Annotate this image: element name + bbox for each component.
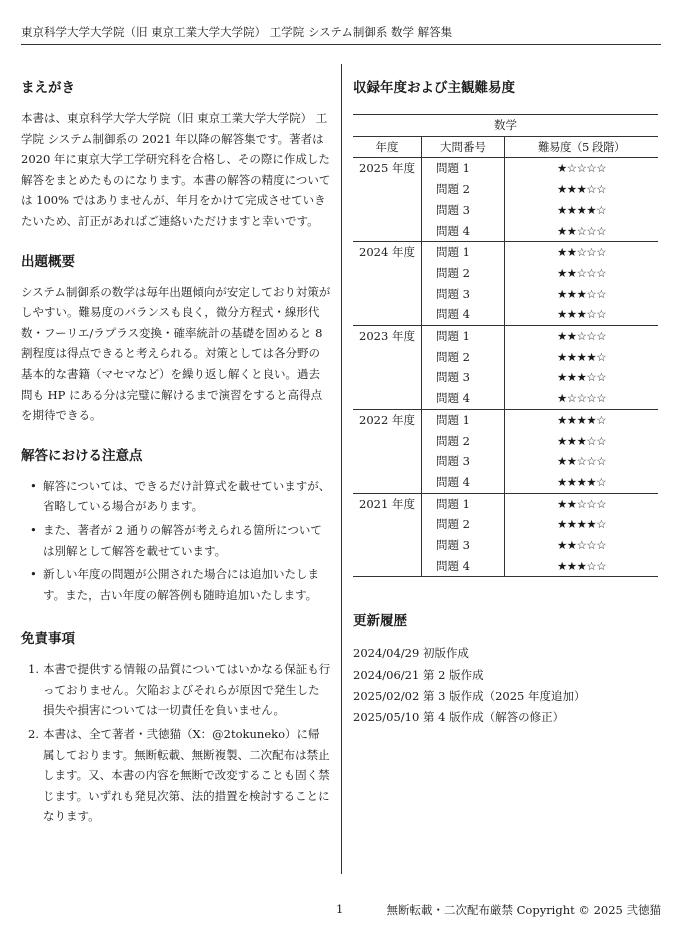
difficulty-stars: ★★☆☆☆ bbox=[556, 454, 607, 469]
note-text: また、著者が 2 通りの解答が考えられる箇所については別解として解答を載せています。 bbox=[43, 522, 322, 558]
difficulty-stars: ★☆☆☆☆ bbox=[505, 388, 659, 409]
question-cell: 問題 3 bbox=[422, 200, 505, 221]
preface-body: 本書は、東京科学大学大学院（旧 東京工業大学大学院） 工学院 システム制御系の 2021 年以降の解答集です。著者は 2020 年に東京大学工学研究科を合格し、その際に作成した解答をまとめたものになります。本書の解答の精度については 100% ではありませんが、年月をかけて完成させていきたいため、訂正があればご連絡いただけますと幸いです。 bbox=[21, 111, 331, 228]
question-cell: 問題 4 bbox=[422, 556, 505, 577]
page-number: 1 bbox=[336, 902, 344, 916]
question-cell: 問題 1 bbox=[422, 242, 505, 263]
table-row bbox=[353, 242, 658, 263]
question-cell: 問題 2 bbox=[422, 263, 505, 284]
question-cell: 問題 4 bbox=[422, 388, 505, 409]
year-cell: 2023 年度 bbox=[353, 326, 422, 410]
difficulty-stars: ★★★☆☆ bbox=[556, 286, 607, 301]
difficulty-stars: ★★☆☆☆ bbox=[556, 538, 607, 553]
question-cell: 問題 1 bbox=[422, 326, 505, 347]
question-cell: 問題 4 bbox=[422, 221, 505, 242]
table-subject-row bbox=[353, 115, 658, 137]
notes-list bbox=[21, 476, 331, 606]
difficulty-stars: ★★★☆☆ bbox=[505, 556, 659, 577]
question-cell: 問題 3 bbox=[422, 451, 505, 472]
difficulty-column-header: 難易度（5 段階） bbox=[505, 136, 659, 158]
question-cell: 問題 3 bbox=[422, 535, 505, 556]
question-cell: 問題 2 bbox=[422, 347, 505, 368]
list-number: 1. bbox=[28, 662, 39, 677]
bullet-marker: • bbox=[30, 478, 37, 493]
difficulty-stars: ★☆☆☆☆ bbox=[556, 161, 607, 176]
history-item: 2025/05/10 第 4 版作成（解答の修正） bbox=[353, 710, 565, 725]
disclaimer-section bbox=[21, 627, 331, 827]
question-cell: 問題 1 bbox=[422, 409, 505, 430]
year-column-header: 年度 bbox=[353, 136, 422, 158]
difficulty-stars: ★★☆☆☆ bbox=[556, 329, 607, 344]
question-cell: 問題 3 bbox=[422, 367, 505, 388]
subject-header: 数学 bbox=[353, 115, 658, 137]
year-cell: 2022 年度 bbox=[353, 409, 422, 493]
list-item bbox=[21, 659, 331, 721]
left-column bbox=[21, 76, 331, 845]
overview-title: 出題概要 bbox=[21, 253, 75, 270]
difficulty-stars: ★★☆☆☆ bbox=[556, 265, 607, 280]
question-cell: 問題 2 bbox=[422, 514, 505, 535]
year-cell: 2025 年度 bbox=[353, 158, 422, 242]
list-number: 2. bbox=[28, 727, 39, 742]
question-cell: 問題 4 bbox=[422, 304, 505, 325]
year-cell: 2021 年度 bbox=[353, 493, 422, 577]
difficulty-stars: ★★☆☆☆ bbox=[556, 496, 607, 511]
page-header: 東京科学大学大学院（旧 東京工業大学大学院） 工学院 システム制御系 数学 解答集 bbox=[21, 25, 453, 39]
question-cell: 問題 2 bbox=[422, 431, 505, 452]
overview-body: システム制御系の数学は毎年出題傾向が安定しており対策がしやすい。難易度のバランスも良く，微分方程式・線形代数・フーリエ/ラプラス変換・確率統計の基礎を固めると 8 割程度は得点できると考えられる。対策としては各分野の基本的な書籍（マセマなど）を繰り返し解くと良い。過去問も HP にある分は完璧に解けるまで演習をすると高得点を期待できる。 bbox=[21, 284, 331, 423]
disclaimer-list bbox=[21, 659, 331, 827]
difficulty-stars: ★★☆☆☆ bbox=[556, 245, 607, 260]
history-section bbox=[353, 609, 658, 728]
list-item bbox=[21, 564, 331, 605]
notes-title: 解答における注意点 bbox=[21, 447, 143, 464]
question-cell: 問題 1 bbox=[422, 158, 505, 179]
list-item bbox=[21, 520, 331, 561]
difficulty-stars: ★★☆☆☆ bbox=[505, 221, 659, 242]
difficulty-table bbox=[353, 114, 658, 577]
table-row bbox=[353, 493, 658, 514]
difficulty-stars: ★★★★☆ bbox=[556, 202, 607, 217]
history-item: 2024/04/29 初版作成 bbox=[353, 646, 469, 661]
difficulty-stars: ★★★★☆ bbox=[505, 472, 659, 493]
question-cell: 問題 4 bbox=[422, 472, 505, 493]
table-row bbox=[353, 409, 658, 430]
history-title: 更新履歴 bbox=[353, 613, 407, 630]
question-cell: 問題 1 bbox=[422, 493, 505, 514]
preface-title: まえがき bbox=[21, 80, 75, 96]
difficulty-table-body bbox=[353, 158, 658, 577]
difficulty-stars: ★★★★☆ bbox=[556, 412, 607, 427]
disclaimer-text: 本書で提供する情報の品質についてはいかなる保証も行っておりません。欠陥およびそれらが原因で発生した損失や損害については一切責任を負いません。 bbox=[43, 662, 331, 718]
copyright-notice: 無断転載・二次配布厳禁 Copyright © 2025 弐徳猫 bbox=[386, 903, 661, 917]
difficulty-stars: ★★★☆☆ bbox=[556, 370, 607, 385]
difficulty-stars: ★★★☆☆ bbox=[505, 304, 659, 325]
disclaimer-title: 免責事項 bbox=[21, 631, 75, 648]
difficulty-title: 収録年度および主観難易度 bbox=[353, 80, 515, 96]
header-rule bbox=[21, 44, 661, 45]
history-item: 2025/02/02 第 3 版作成（2025 年度追加） bbox=[353, 689, 586, 704]
question-cell: 問題 3 bbox=[422, 284, 505, 305]
disclaimer-text: 本書は、全て著者・弐徳猫（X：@2tokuneko）に帰属しております。無断転載、無断複製、二次配布は禁止します。又、本書の内容を無断で改変することも固く禁じます。いずれも発見次第、法的措置を検討することになります。 bbox=[43, 727, 330, 824]
history-item: 2024/06/21 第 2 版作成 bbox=[353, 667, 484, 682]
list-item bbox=[21, 476, 331, 517]
preface-section bbox=[21, 76, 331, 232]
column-divider bbox=[341, 64, 342, 874]
difficulty-stars: ★★★★☆ bbox=[556, 517, 607, 532]
bullet-marker: • bbox=[30, 522, 37, 537]
right-column bbox=[353, 76, 658, 729]
year-cell: 2024 年度 bbox=[353, 242, 422, 326]
list-item bbox=[21, 724, 331, 827]
question-cell: 問題 2 bbox=[422, 179, 505, 200]
question-column-header: 大問番号 bbox=[422, 136, 505, 158]
difficulty-stars: ★★★☆☆ bbox=[556, 182, 607, 197]
table-header-row bbox=[353, 136, 658, 158]
note-text: 解答については、できるだけ計算式を載せていますが、省略している場合があります。 bbox=[43, 478, 331, 514]
notes-section bbox=[21, 444, 331, 606]
table-row bbox=[353, 326, 658, 347]
difficulty-stars: ★★★☆☆ bbox=[556, 433, 607, 448]
overview-section bbox=[21, 250, 331, 426]
table-row bbox=[353, 158, 658, 179]
bullet-marker: • bbox=[30, 567, 37, 582]
difficulty-stars: ★★★★☆ bbox=[556, 349, 607, 364]
note-text: 新しい年度の問題が公開された場合には追加いたします。また，古い年度の解答例も随時追加いたします。 bbox=[43, 567, 319, 602]
